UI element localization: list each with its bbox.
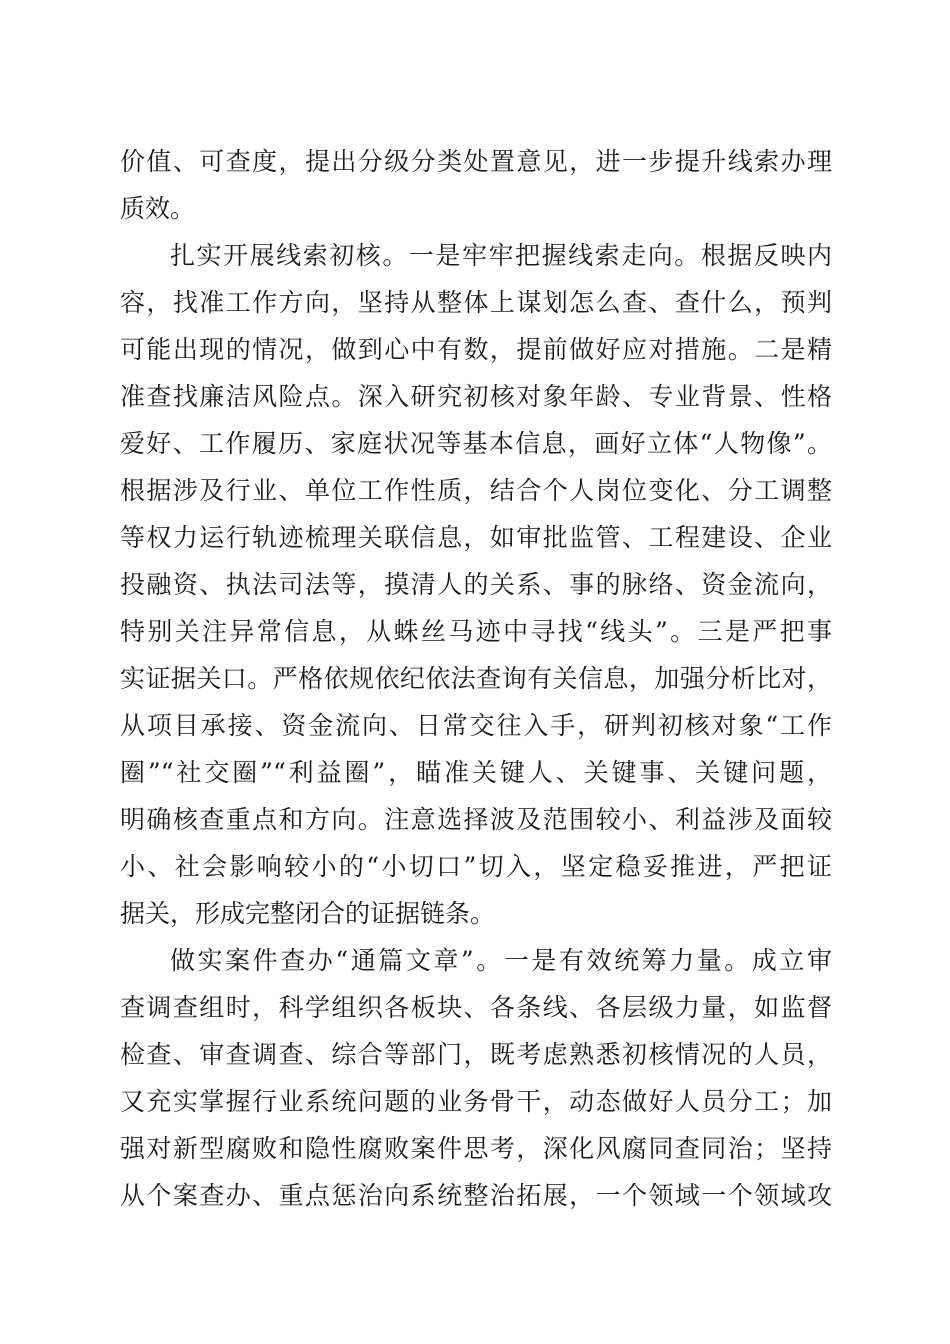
text-line: 根据涉及行业、单位工作性质，结合个人岗位变化、分工调整: [120, 476, 832, 505]
text-line: 爱好、工作履历、家庭状况等基本信息，画好立体“人物像”。: [120, 429, 832, 458]
text-line: 投融资、执法司法等，摸清人的关系、事的脉络、资金流向，: [120, 570, 832, 599]
paragraph-start-line: 做实案件查办“通篇文章”。一是有效统筹力量。成立审: [170, 946, 832, 975]
text-line: 准查找廉洁风险点。深入研究初核对象年龄、专业背景、性格: [120, 382, 832, 411]
text-line: 又充实掌握行业系统问题的业务骨干，动态做好人员分工；加: [120, 1087, 832, 1116]
text-line: 据关，形成完整闭合的证据链条。: [120, 899, 496, 928]
text-line: 可能出现的情况，做到心中有数，提前做好应对措施。二是精: [120, 335, 832, 364]
text-line: 圈”“社交圈”“利益圈”，瞄准关键人、关键事、关键问题，: [120, 758, 832, 787]
text-line: 实证据关口。严格依规依纪依法查询有关信息，加强分析比对，: [120, 664, 832, 693]
text-line: 特别关注异常信息，从蛛丝马迹中寻找“线头”。三是严把事: [120, 617, 832, 646]
text-line: 查调查组时，科学组织各板块、各条线、各层级力量，如监督: [120, 993, 832, 1022]
text-line: 容，找准工作方向，坚持从整体上谋划怎么查、查什么，预判: [120, 288, 832, 317]
text-line: 从个案查办、重点惩治向系统整治拓展，一个领域一个领域攻: [120, 1181, 832, 1210]
text-line: 检查、审查调查、综合等部门，既考虑熟悉初核情况的人员，: [120, 1040, 832, 1069]
text-line: 价值、可查度，提出分级分类处置意见，进一步提升线索办理: [120, 147, 832, 176]
text-line: 强对新型腐败和隐性腐败案件思考，深化风腐同查同治；坚持: [120, 1134, 832, 1163]
paragraph-start-line: 扎实开展线索初核。一是牢牢把握线索走向。根据反映内: [170, 241, 832, 270]
text-line: 质效。: [120, 194, 196, 223]
text-line: 小、社会影响较小的“小切口”切入，坚定稳妥推进，严把证: [120, 852, 832, 881]
text-line: 明确核查重点和方向。注意选择波及范围较小、利益涉及面较: [120, 805, 832, 834]
text-line: 等权力运行轨迹梳理关联信息，如审批监管、工程建设、企业: [120, 523, 832, 552]
text-line: 从项目承接、资金流向、日常交往入手，研判初核对象“工作: [120, 711, 832, 740]
